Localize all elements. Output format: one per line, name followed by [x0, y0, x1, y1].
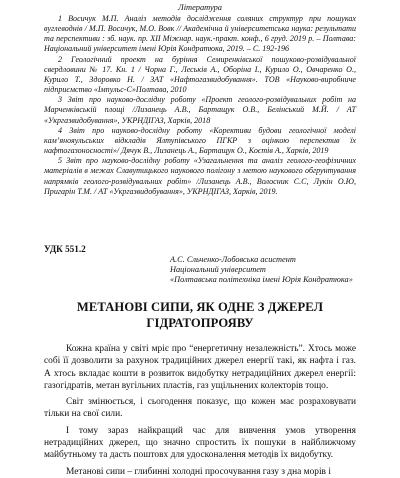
body-paragraph: Кожна країна у світі мріє про “енергетичну незалежність”. Хтось може собі її дозволити за рахунок традиційних джерел енергії такі, як нафта і газ. А хтось вкладає кошти в розвиток видобутку нетрадиційних джерел енергії: газогідратів, метан вугільних пластів, газ ущільнених колекторів тощо. [44, 344, 356, 391]
literature-heading: Література [178, 3, 222, 12]
body-paragraph: Світ змінюється, і сьогодення показує, що кожен має розраховувати тільки на свої сили. [44, 397, 356, 420]
title-line-2: ГІДРАТОПРОЯВУ [146, 315, 254, 330]
reference-item: 3 Звіт про науково-дослідну роботу «Проект геолого-розвідувальних робіт на Марченківській площі /Лизанець А.В., Бартащук О.В., Белінський М.Й. / АТ «Укргазвидобування», УКРНДІГАЗ, Харків, 2018 [44, 95, 356, 125]
title-line-1: МЕТАНОВІ СИПИ, ЯК ОДНЕ З ДЖЕРЕЛ [76, 300, 324, 314]
author-name: А.С. Сльченко-Лобовська асистент [170, 255, 296, 264]
body-paragraph: Метанові сипи – глибинні холодні просочування газу з дна морів і [66, 466, 331, 477]
author-block [170, 255, 370, 285]
reference-item: 2 Геологічний проект на буріння Семиренківської пошуково-розвідувальної свердловини № 17. Кн. 1 / Чорна Г., Леськів А., Оборіна І., Курило О., Овчаренко О., Курило Т., Здоровко Н. / ЗАТ «Нафтогазвидобування». ТОВ «Науково-виробниче підприємство «Імпульс-С»Полтава, 2010 [44, 54, 356, 95]
body-paragraph: І тому зараз найкращий час для вивчення умов утворення нетрадиційних джерел, що значно спростить їх пошуки в найближчому майбутньому та дасть поштовх для удосконалення методів їх видобутку. [44, 425, 356, 461]
author-institution: «Полтавська політехніка імені Юрія Кондратюка» [170, 275, 353, 285]
reference-list [44, 14, 356, 197]
reference-item: 1 Восичук М.П. Аналіз методів дослідження соляних структур при пошуках вуглеводнів / М.П. Восичук, М.О. Вовк // Академічна й університетська наука: результати та перспективи : зб. наук. пр. XII Міжнар. наук.-практ. конф., 6 груд. 2019 р. – Полтава: Національний університет імені Юрія Кондратюка, 2019. – С. 192-196 [44, 14, 356, 54]
udk-code: УДК 551.2 [44, 244, 86, 254]
reference-item: 5 Звіт про науково-дослідну роботу «Узагальнення та аналіз геолого-геофізичних матеріалів в межах Славутицького наукового полігону з метою наукового обгрунтування напрямків геолого-розвідувальних робіт» /Лизанець А.В., Волосник С.С, Лукін О.Ю, Пригарін Т.М. / АТ «Укргазвидобування», УКРНДІГАЗ, Харків, 2019. [44, 156, 356, 196]
reference-item: 4 Звіт про науково-дослідну роботу «Корективи будови геологічної моделі кам’янояульських відкладів Ялтупівського ПГКР з оцінкою перспектив їх нафтогазоносності»/ Дячук В., Лизанець А., Бартащук О., Коєтів А., Харків, 2019 [44, 125, 356, 156]
article-body [44, 343, 356, 478]
author-affiliation: Національний університет [170, 265, 266, 275]
article-title [0, 300, 400, 331]
